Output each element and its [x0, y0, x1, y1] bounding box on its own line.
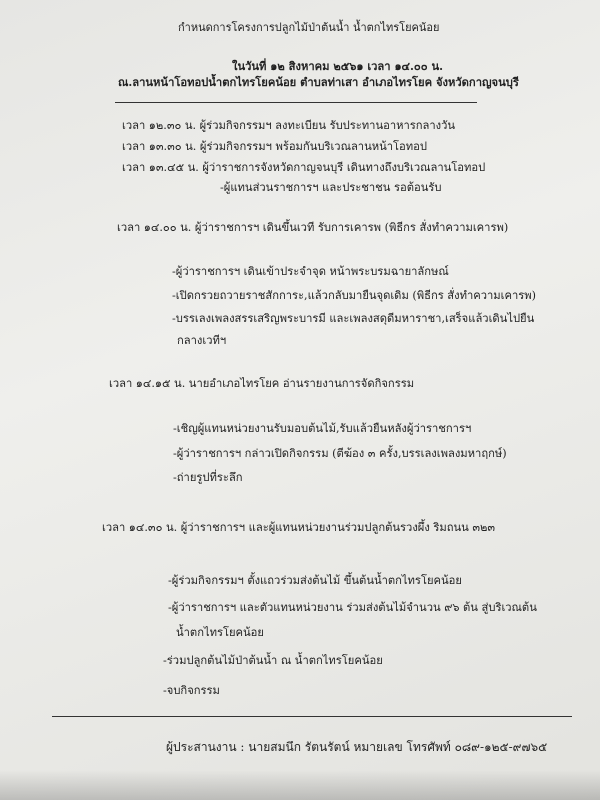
schedule-sub-item: -ร่วมปลูกต้นไม้ป่าต้นน้ำ ณ น้ำตกไทรโยคน้อย: [163, 654, 383, 667]
photo-shadow: [0, 770, 600, 800]
schedule-sub-item-continued: กลางเวทีฯ: [177, 334, 227, 347]
schedule-sub-item: -ถ่ายรูปที่ระลึก: [173, 471, 243, 484]
schedule-sub-item: -ผู้แทนส่วนราชการฯ และประชาชน รอต้อนรับ: [220, 181, 442, 194]
coordinator-contact: ผู้ประสานงาน : นายสมนึก รัตนรัตน์ หมายเลข โทรศัพท์ ๐๘๙-๑๒๕-๙๗๖๕: [166, 740, 548, 754]
schedule-item-1330: เวลา ๑๓.๓๐ น. ผู้ร่วมกิจกรรมฯ พร้อมกันบริเวณลานหน้าโอทอป: [122, 140, 427, 153]
schedule-sub-item-continued: น้ำตกไทรโยคน้อย: [176, 626, 264, 639]
schedule-sub-item: -เปิดกรวยถวายราชสักการะ,แล้วกลับมายืนจุดเดิม (พิธีกร สั่งทำความเคารพ): [172, 289, 536, 302]
schedule-sub-item: -จบกิจกรรม: [163, 684, 220, 697]
schedule-sub-item: -ผู้ว่าราชการฯ เดินเข้าประจำจุด หน้าพระบรมฉายาลักษณ์: [172, 265, 449, 278]
footer-divider: [52, 716, 572, 717]
schedule-item-1430: เวลา ๑๔.๓๐ น. ผู้ว่าราชการฯ และผู้แทนหน่วยงานร่วมปลูกต้นรวงผึ้ง ริมถนน ๓๒๓: [102, 521, 496, 534]
schedule-item-1415: เวลา ๑๔.๑๕ น. นายอำเภอไทรโยค อ่านรายงานการจัดกิจกรรม: [109, 377, 415, 390]
schedule-sub-item: -ผู้ว่าราชการฯ กล่าวเปิดกิจกรรม (ตีฆ้อง ๓ ครั้ง,บรรเลงเพลงมหาฤกษ์): [173, 447, 507, 460]
document-title: กำหนดการโครงการปลูกไม้ป่าต้นน้ำ น้ำตกไทรโยคน้อย: [178, 21, 440, 34]
schedule-sub-item: -ผู้ร่วมกิจกรรมฯ ตั้งแถวร่วมส่งต้นไม้ ขึ้นต้นน้ำตกไทรโยคน้อย: [168, 574, 462, 587]
schedule-item-1230: เวลา ๑๒.๓๐ น. ผู้ร่วมกิจกรรมฯ ลงทะเบียน รับประทานอาหารกลางวัน: [122, 119, 456, 132]
schedule-sub-item: -ผู้ว่าราชการฯ และตัวแทนหน่วยงาน ร่วมส่งต้นไม้จำนวน ๙๖ ต้น สู่บริเวณต้น: [168, 601, 537, 614]
header-divider: [115, 102, 477, 103]
schedule-item-1345: เวลา ๑๓.๔๕ น. ผู้ว่าราชการจังหวัดกาญจนบุรี เดินทางถึงบริเวณลานโอทอป: [122, 161, 486, 174]
schedule-sub-item: -เชิญผู้แทนหน่วยงานรับมอบต้นไม้,รับแล้วยืนหลังผู้ว่าราชการฯ: [173, 422, 472, 435]
schedule-item-1400: เวลา ๑๔.๐๐ น. ผู้ว่าราชการฯ เดินขึ้นเวที รับการเคารพ (พิธีกร สั่งทำความเคารพ): [117, 221, 509, 234]
event-location: ณ.ลานหน้าโอทอปน้ำตกไทรโยคน้อย ตำบลท่าเสา อำเภอไทรโยค จังหวัดกาญจนบุรี: [118, 75, 519, 89]
event-date: ในวันที่ ๑๒ สิงหาคม ๒๕๖๑ เวลา ๑๔.๐๐ น.: [232, 59, 444, 73]
schedule-sub-item: -บรรเลงเพลงสรรเสริญพระบารมี และเพลงสดุดีมหาราชา,เสร็จแล้วเดินไปยืน: [172, 312, 535, 325]
